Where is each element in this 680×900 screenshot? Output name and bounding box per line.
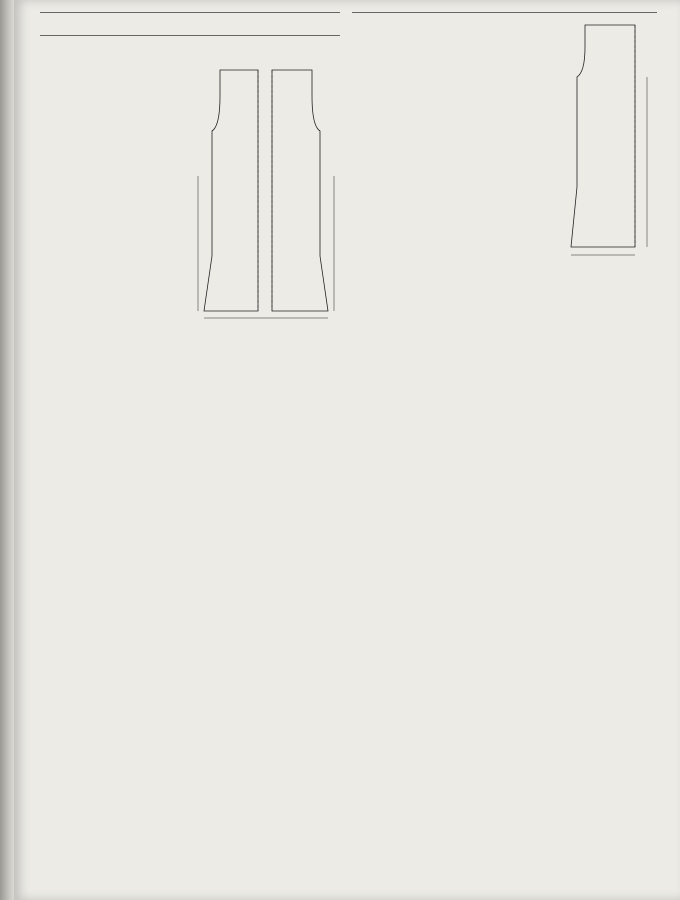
schematic-drawing [190, 56, 340, 326]
crochet-chart [352, 540, 657, 810]
right-column [352, 8, 657, 266]
back-half-outline [272, 70, 328, 311]
section-divider [352, 12, 657, 13]
dress-half-outline [571, 25, 635, 247]
front-half-outline [204, 70, 258, 311]
schematic-drawing [565, 17, 657, 262]
section-heading-195-33 [40, 18, 340, 31]
crochet-chart-drawing [352, 540, 657, 810]
section-divider [40, 35, 340, 36]
dress-pattern-schematic [190, 56, 340, 326]
left-column [40, 8, 340, 330]
section-divider [40, 12, 340, 13]
section-heading-195-34 [40, 41, 340, 54]
sleeveless-dress-schematic [565, 17, 657, 262]
